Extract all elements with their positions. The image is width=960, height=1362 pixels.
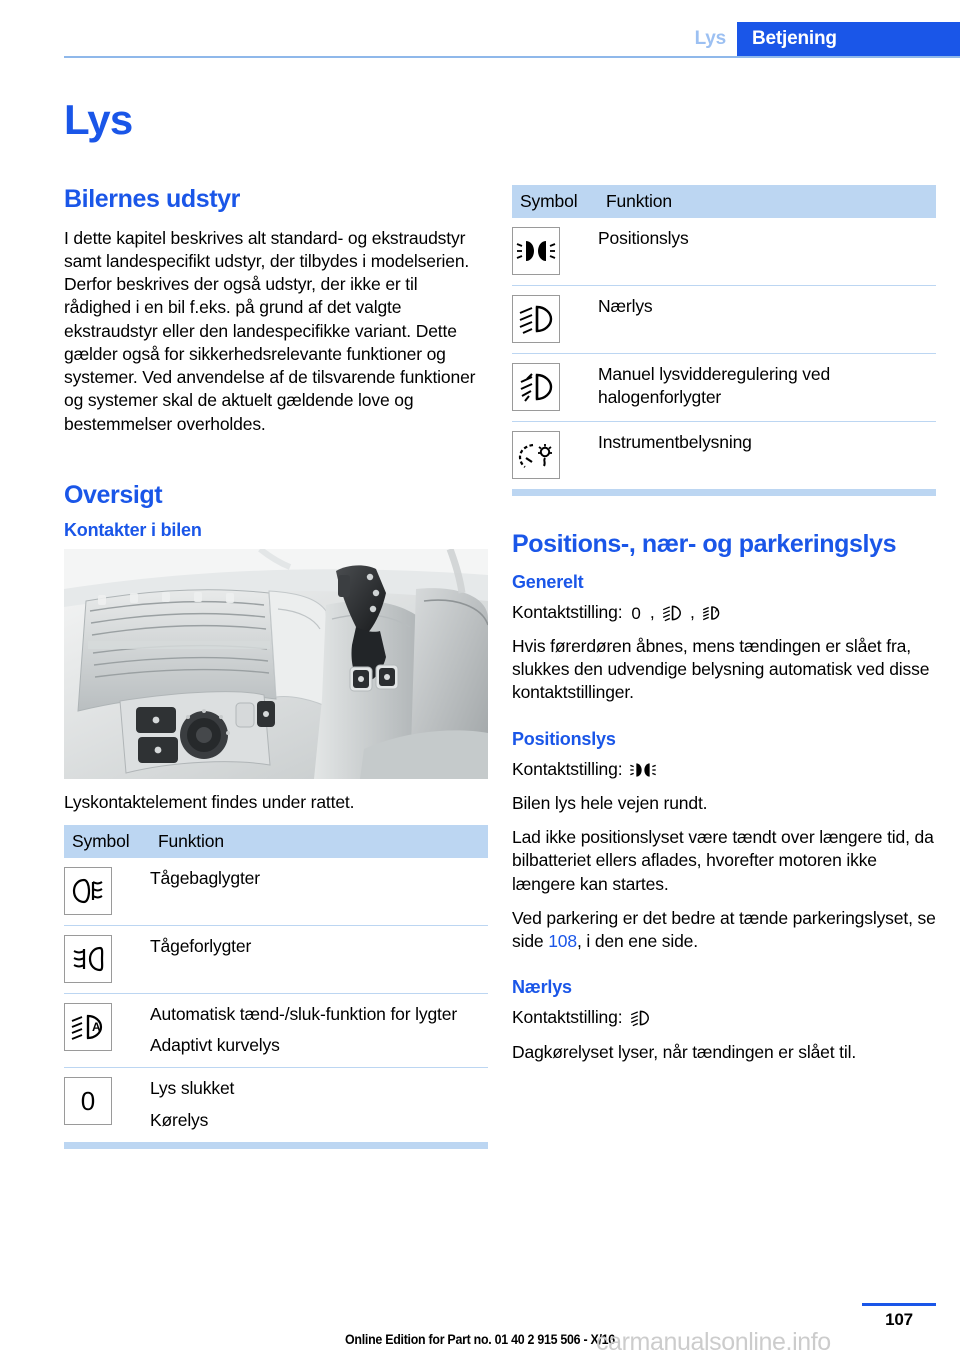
header-section-label: Betjening (752, 28, 837, 49)
table-row (512, 286, 936, 354)
table-row (512, 422, 936, 490)
low-beam-icon (512, 295, 560, 343)
paragraph-sidelight-3 (512, 907, 936, 954)
subheading-naerlys: Nærlys (512, 977, 572, 998)
table-row (64, 993, 488, 1068)
switch-position-label: Kontaktstilling: (512, 1007, 623, 1028)
edition-notice: Online Edition for Part no. 01 40 2 915 506 - X/16 (345, 1332, 615, 1347)
table-end-rule (64, 1142, 488, 1149)
symbol-separator: , (690, 601, 695, 622)
table-row (64, 925, 488, 993)
low-beam-icon (661, 604, 683, 622)
front-fog-light-icon (64, 935, 112, 983)
left-column (64, 185, 488, 1149)
sidelight-icon (512, 227, 560, 275)
page-title: Lys (64, 96, 133, 143)
low-beam-icon (629, 1009, 651, 1027)
column-header-symbol: Symbol (512, 185, 598, 218)
right-symbol-table (512, 185, 936, 489)
right-column (512, 185, 936, 1064)
symbol-separator: , (649, 601, 655, 622)
column-header-symbol: Symbol (64, 825, 150, 858)
photo-car-interior-light-switches (64, 549, 488, 779)
function-label: Instrumentbelysning (598, 432, 752, 452)
function-label: Automatisk tænd-/sluk-funktion for lygter (150, 1003, 458, 1024)
table-end-rule (512, 489, 936, 496)
table-row (64, 1068, 488, 1142)
svg-text:A: A (715, 607, 720, 614)
function-label: Tågeforlygter (150, 935, 252, 956)
table-header-row (512, 185, 936, 218)
column-header-funktion: Funktion (598, 185, 936, 218)
function-label-secondary: Adaptivt kurvelys (150, 1035, 280, 1056)
subheading-kontakter-i-bilen: Kontakter i bilen (64, 520, 202, 541)
page-number: 107 (885, 1310, 913, 1329)
svg-text:A: A (92, 1019, 101, 1034)
running-header (0, 0, 960, 62)
heading-positions-naer-parkeringslys: Positions-, nær- og parkeringslys (512, 530, 897, 558)
xref-text-before: Ved parkering er det bedre at tænde parkeringslyset, se side (512, 907, 936, 952)
automatic-headlight-icon (64, 1003, 112, 1051)
table-header-row (64, 825, 488, 858)
switch-position-sidelight (512, 758, 936, 781)
switch-position-label: Kontaktstilling: (512, 758, 623, 779)
headlight-range-control-icon (512, 363, 560, 411)
heading-oversigt: Oversigt (64, 480, 163, 509)
left-symbol-table (64, 825, 488, 1142)
function-label: Tågebaglygter (150, 867, 260, 888)
switch-position-general (512, 601, 936, 624)
paragraph-equipment: I dette kapitel beskrives alt standard- og ekstraudstyr samt landespecifikt udstyr, der tilbydes i modelserien. Derfor beskrives der også udstyr, der ikke er til rådighed i en bil f.eks. på grund af det valgte ekstraudstyr eller den landespecifikke variant. Dette gælder også for sikkerhedsrelevante funktioner og systemer. Ved anvendelse af de tilsvarende funktioner og systemer skal de aktuelt gældende love og bestemmelser overholdes. (64, 227, 476, 434)
photo-caption: Lyskontaktelement findes under rattet. (64, 792, 355, 813)
function-label: Lys slukket (150, 1078, 235, 1099)
header-chapter-label: Lys (694, 28, 726, 49)
lights-off-icon (64, 1077, 112, 1125)
header-divider-rule (64, 56, 960, 58)
page-reference-link[interactable]: 108 (548, 931, 577, 952)
lights-off-icon (629, 604, 643, 622)
sidelight-icon (629, 761, 657, 779)
site-watermark: carmanualsonline.info (596, 1328, 831, 1356)
paragraph-lowbeam: Dagkørelyset lyser, når tændingen er slået til. (512, 1041, 857, 1062)
function-label: Nærlys (598, 296, 653, 316)
instrument-lighting-icon (512, 431, 560, 479)
subheading-positionslys: Positionslys (512, 728, 616, 749)
heading-bilernes-udstyr: Bilernes udstyr (64, 185, 241, 213)
function-label-secondary: Kørelys (150, 1109, 209, 1130)
subheading-generelt: Generelt (512, 571, 584, 592)
paragraph-sidelight-1: Bilen lys hele vejen rundt. (512, 792, 708, 813)
switch-position-label: Kontaktstilling: (512, 601, 623, 622)
switch-position-lowbeam (512, 1006, 936, 1029)
column-header-funktion: Funktion (150, 825, 488, 858)
table-row (512, 218, 936, 286)
paragraph-sidelight-2: Lad ikke positionslyset være tændt over længere tid, da bilbatteriet ellers aflades, hvorefter motoren ikke længere kan startes. (512, 827, 934, 894)
footer-rule (862, 1303, 936, 1306)
function-label: Positionslys (598, 228, 689, 248)
xref-text-after: , i den ene side. (576, 931, 698, 952)
automatic-headlight-icon (701, 604, 723, 622)
svg-text:0: 0 (631, 603, 641, 622)
table-row (512, 354, 936, 422)
table-row (64, 858, 488, 926)
paragraph-general: Hvis førerdøren åbnes, mens tændingen er slået fra, slukkes den udvendige belysning automatisk ved disse kontaktstillinger. (512, 635, 930, 703)
function-label: Manuel lysvidderegulering ved halogenforlygter (598, 364, 831, 407)
rear-fog-light-icon (64, 867, 112, 915)
svg-text:0: 0 (80, 1086, 96, 1117)
